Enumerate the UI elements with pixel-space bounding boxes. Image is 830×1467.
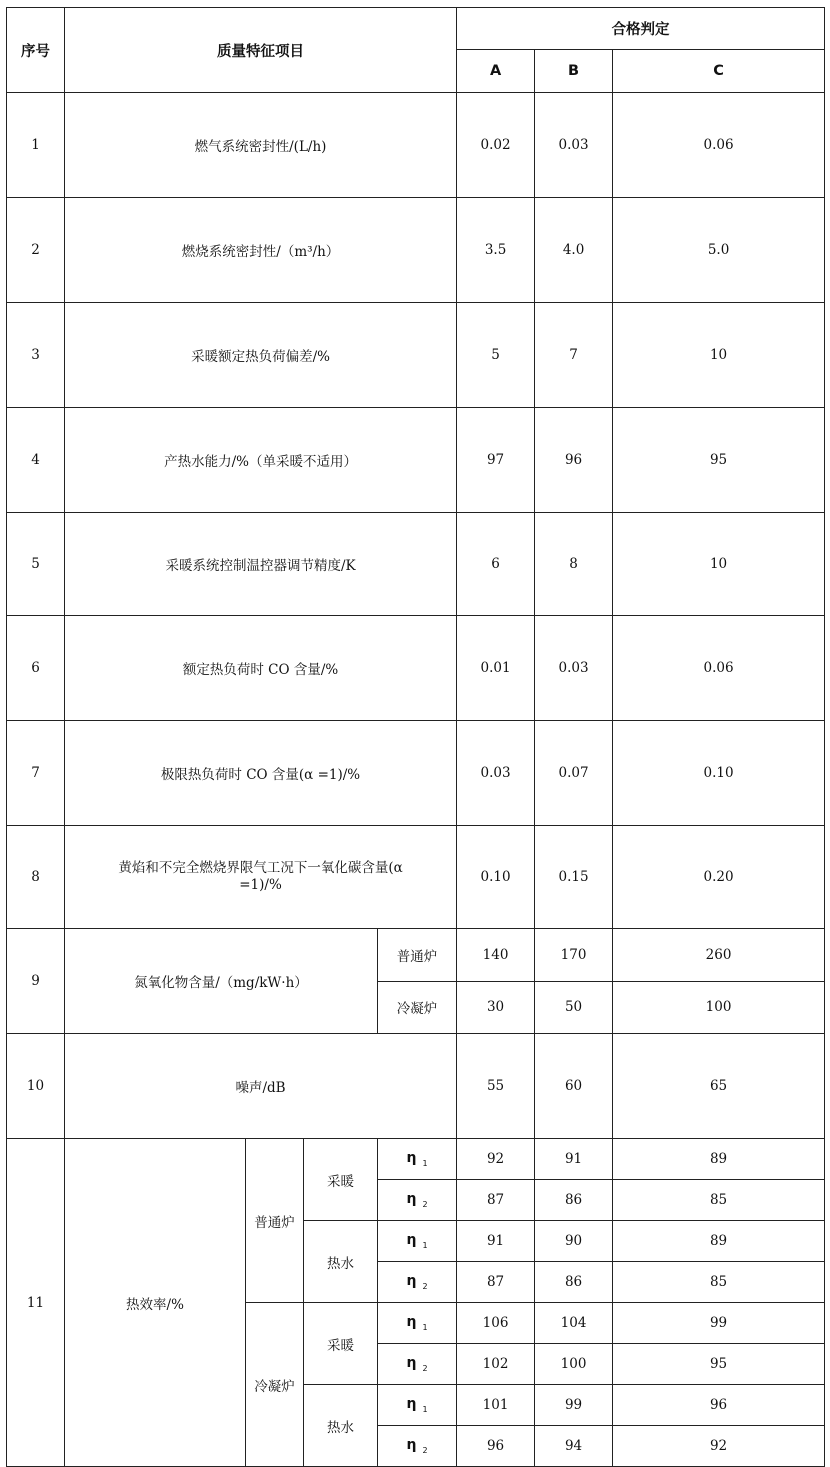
value-a: 102	[457, 1344, 535, 1385]
table-row	[7, 408, 825, 513]
row-item: 采暖系统控制温控器调节精度/K	[65, 513, 457, 616]
row-no: 10	[7, 1034, 65, 1139]
value-a: 91	[457, 1221, 535, 1262]
value-c: 0.20	[613, 826, 825, 929]
table-row	[7, 929, 825, 982]
row-no: 9	[7, 929, 65, 1034]
eta-label: η $_1$	[378, 1139, 457, 1180]
mode-label: 采暖	[304, 1139, 378, 1221]
value-a: 87	[457, 1180, 535, 1221]
eta-label: η $_1$	[378, 1221, 457, 1262]
value-b: 0.15	[535, 826, 613, 929]
value-a: 101	[457, 1385, 535, 1426]
header-item: 质量特征项目	[65, 8, 457, 93]
eta-label: η $_2$	[378, 1262, 457, 1303]
value-a: 6	[457, 513, 535, 616]
table-row	[7, 616, 825, 721]
mode-label: 热水	[304, 1385, 378, 1467]
value-b: 100	[535, 1344, 613, 1385]
value-c: 95	[613, 1344, 825, 1385]
value-c: 260	[613, 929, 825, 982]
mode-label: 热水	[304, 1221, 378, 1303]
value-b: 7	[535, 303, 613, 408]
value-b: 90	[535, 1221, 613, 1262]
row-no: 7	[7, 721, 65, 826]
row-item: 极限热负荷时 CO 含量(α =1)/%	[65, 721, 457, 826]
eta-label: η $_2$	[378, 1180, 457, 1221]
value-c: 5.0	[613, 198, 825, 303]
value-a: 140	[457, 929, 535, 982]
value-a: 30	[457, 981, 535, 1034]
eta-label: η $_2$	[378, 1426, 457, 1467]
row-item: 氮氧化物含量/（mg/kW·h）	[65, 929, 378, 1034]
row-no: 8	[7, 826, 65, 929]
table-row	[7, 513, 825, 616]
value-a: 0.10	[457, 826, 535, 929]
value-c: 65	[613, 1034, 825, 1139]
value-a: 106	[457, 1303, 535, 1344]
value-a: 55	[457, 1034, 535, 1139]
mode-label: 采暖	[304, 1303, 378, 1385]
row-item: 热效率/%	[65, 1139, 246, 1467]
value-b: 0.03	[535, 93, 613, 198]
boiler-type: 冷凝炉	[378, 981, 457, 1034]
row-no: 1	[7, 93, 65, 198]
table-row	[7, 721, 825, 826]
value-c: 89	[613, 1221, 825, 1262]
eta-label: η $_1$	[378, 1303, 457, 1344]
value-a: 5	[457, 303, 535, 408]
value-c: 10	[613, 513, 825, 616]
value-b: 86	[535, 1262, 613, 1303]
value-c: 0.06	[613, 616, 825, 721]
table-row	[7, 826, 825, 929]
value-c: 85	[613, 1262, 825, 1303]
value-a: 0.03	[457, 721, 535, 826]
row-no: 6	[7, 616, 65, 721]
boiler-type: 冷凝炉	[246, 1303, 304, 1467]
value-b: 50	[535, 981, 613, 1034]
row-item: 产热水能力/%（单采暖不适用）	[65, 408, 457, 513]
header-seq: 序号	[7, 8, 65, 93]
value-c: 100	[613, 981, 825, 1034]
value-c: 99	[613, 1303, 825, 1344]
value-b: 94	[535, 1426, 613, 1467]
value-c: 0.10	[613, 721, 825, 826]
value-c: 96	[613, 1385, 825, 1426]
row-no: 11	[7, 1139, 65, 1467]
header-judge: 合格判定	[457, 8, 825, 50]
value-c: 89	[613, 1139, 825, 1180]
table-row	[7, 198, 825, 303]
boiler-type: 普通炉	[246, 1139, 304, 1303]
value-b: 8	[535, 513, 613, 616]
table-row	[7, 303, 825, 408]
row-no: 4	[7, 408, 65, 513]
boiler-type: 普通炉	[378, 929, 457, 982]
value-c: 0.06	[613, 93, 825, 198]
row-no: 5	[7, 513, 65, 616]
table-row	[7, 1139, 825, 1180]
value-b: 91	[535, 1139, 613, 1180]
eta-label: η $_2$	[378, 1344, 457, 1385]
value-c: 10	[613, 303, 825, 408]
value-b: 0.03	[535, 616, 613, 721]
value-b: 96	[535, 408, 613, 513]
value-c: 95	[613, 408, 825, 513]
row-no: 3	[7, 303, 65, 408]
value-a: 92	[457, 1139, 535, 1180]
header-grade-c: C	[613, 49, 825, 92]
value-b: 60	[535, 1034, 613, 1139]
row-item: 额定热负荷时 CO 含量/%	[65, 616, 457, 721]
header-grade-a: A	[457, 49, 535, 92]
row-item: 燃气系统密封性/(L/h)	[65, 93, 457, 198]
value-b: 0.07	[535, 721, 613, 826]
eta-label: η $_1$	[378, 1385, 457, 1426]
value-b: 86	[535, 1180, 613, 1221]
header-grade-b: B	[535, 49, 613, 92]
value-c: 85	[613, 1180, 825, 1221]
value-b: 99	[535, 1385, 613, 1426]
value-a: 97	[457, 408, 535, 513]
value-a: 0.01	[457, 616, 535, 721]
value-b: 170	[535, 929, 613, 982]
table-row	[7, 1034, 825, 1139]
value-a: 3.5	[457, 198, 535, 303]
value-a: 96	[457, 1426, 535, 1467]
row-no: 2	[7, 198, 65, 303]
value-c: 92	[613, 1426, 825, 1467]
quality-table	[6, 7, 825, 1467]
row-item: 噪声/dB	[65, 1034, 457, 1139]
row-item: 燃烧系统密封性/（m³/h）	[65, 198, 457, 303]
row-item: 黄焰和不完全燃烧界限气工况下一氧化碳含量(α =1)/%	[65, 826, 457, 929]
value-a: 0.02	[457, 93, 535, 198]
value-b: 104	[535, 1303, 613, 1344]
table-row	[7, 93, 825, 198]
row-item: 采暖额定热负荷偏差/%	[65, 303, 457, 408]
value-a: 87	[457, 1262, 535, 1303]
value-b: 4.0	[535, 198, 613, 303]
